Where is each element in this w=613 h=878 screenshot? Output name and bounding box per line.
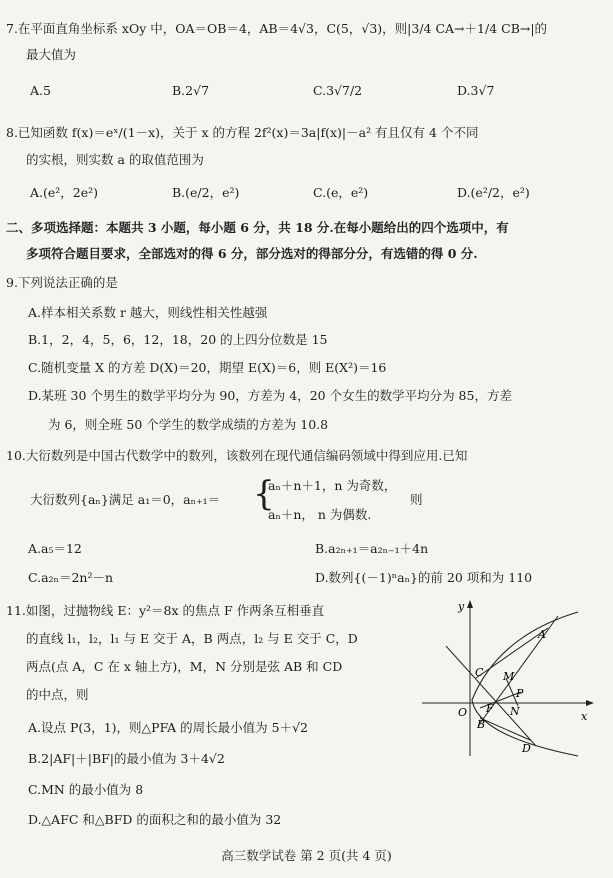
q10-stem-prefix: 大衍数列{aₙ}满足 a₁＝0，aₙ₊₁＝ xyxy=(30,492,221,507)
label-x: x xyxy=(581,710,588,723)
label-c: C xyxy=(475,666,484,679)
y-axis-arrow xyxy=(467,600,473,608)
q10-stem-line1: 10.大衍数列是中国古代数学中的数列，该数列在现代通信编码领域中得到应用.已知 xyxy=(6,448,468,463)
label-a: A xyxy=(538,628,546,641)
q10-option-a: A.a₅＝12 xyxy=(28,541,82,556)
q8-option-b: B.(e/2，e²) xyxy=(172,185,240,200)
piecewise-brace: { xyxy=(253,474,275,514)
q7-option-d: D.3√7 xyxy=(457,83,495,98)
q10-case-odd: aₙ＋n＋1，n 为奇数， xyxy=(268,478,397,493)
q8-option-d: D.(e²/2，e²) xyxy=(457,185,530,200)
q7-option-a: A.5 xyxy=(30,83,51,98)
label-o: O xyxy=(458,706,468,719)
q9-option-b: B.1，2，4，5，6，12，18，20 的上四分位数是 15 xyxy=(28,332,328,347)
q11-option-b: B.2|AF|＋|BF|的最小值为 3＋4√2 xyxy=(28,751,225,766)
q9-option-d-line1: D.某班 30 个男生的数学平均分为 90，方差为 4，20 个女生的数学平均分为 85，方差 xyxy=(28,388,512,403)
label-f: F xyxy=(486,702,494,715)
q7-option-b: B.2√7 xyxy=(172,83,210,98)
label-b: B xyxy=(477,718,486,731)
q9-option-a: A.样本相关系数 r 越大，则线性相关性越强 xyxy=(28,305,268,320)
q7-stem-line1: 7.在平面直角坐标系 xOy 中，OA＝OB＝4，AB＝4√3，C(5，√3)，则|3/4 CA→＋1/4 CB→|的 xyxy=(6,21,548,36)
q11-stem-line3: 两点(点 A，C 在 x 轴上方)，M，N 分别是弦 AB 和 CD xyxy=(26,659,343,674)
section2-heading-line2: 多项符合题目要求，全部选对的得 6 分，部分选对的得部分分，有选错的得 0 分. xyxy=(26,246,478,261)
q10-option-c: C.a₂ₙ＝2n²－n xyxy=(28,570,114,585)
q10-option-b: B.a₂ₙ₊₁＝a₂ₙ₋₁＋4n xyxy=(315,541,429,556)
q11-option-c: C.MN 的最小值为 8 xyxy=(28,782,144,797)
q10-case-even: aₙ＋n， n 为偶数. xyxy=(268,507,372,522)
q9-option-c: C.随机变量 X 的方差 D(X)＝20，期望 E(X)＝6，则 E(X²)＝16 xyxy=(28,360,387,375)
label-n: N xyxy=(510,705,520,718)
q11-stem-line2: 的直线 l₁，l₂，l₁ 与 E 交于 A，B 两点，l₂ 与 E 交于 C，D xyxy=(26,631,358,646)
q11-stem-line1: 11.如图，过抛物线 E：y²＝8x 的焦点 F 作两条互相垂直 xyxy=(6,603,325,618)
q11-stem-line4: 的中点，则 xyxy=(26,687,89,702)
q7-stem-line2: 最大值为 xyxy=(26,47,77,62)
x-axis-arrow xyxy=(586,700,594,706)
q10-option-d: D.数列{(－1)ⁿaₙ}的前 20 项和为 110 xyxy=(315,570,533,585)
section2-heading-line1: 二、多项选择题：本题共 3 小题，每小题 6 分，共 18 分.在每小题给出的四个选项中，有 xyxy=(6,220,509,235)
q8-option-c: C.(e，e²) xyxy=(313,185,369,200)
parabola-figure xyxy=(418,596,598,766)
label-y: y xyxy=(458,600,465,613)
page-footer: 高三数学试卷 第 2 页(共 4 页) xyxy=(221,848,392,863)
label-m: M xyxy=(503,670,515,683)
label-d: D xyxy=(522,742,531,755)
q9-option-d-line2: 为 6，则全班 50 个学生的数学成绩的方差为 10.8 xyxy=(48,417,329,432)
q8-stem-line1: 8.已知函数 f(x)＝eˣ/(1－x)，关于 x 的方程 2f²(x)＝3a|f(x)|－a² 有且仅有 4 个不同 xyxy=(6,125,479,140)
q10-stem-suffix: 则 xyxy=(410,492,423,507)
segment-bd xyxy=(480,718,530,740)
q7-option-c: C.3√7/2 xyxy=(313,83,363,98)
q11-option-d: D.△AFC 和△BFD 的面积之和的最小值为 32 xyxy=(28,812,282,827)
q11-option-a: A.设点 P(3，1)，则△PFA 的周长最小值为 5＋√2 xyxy=(28,720,308,735)
q8-option-a: A.(e²，2e²) xyxy=(30,185,99,200)
label-p: P xyxy=(516,687,524,700)
q8-stem-line2: 的实根，则实数 a 的取值范围为 xyxy=(26,152,204,167)
q9-stem: 9.下列说法正确的是 xyxy=(6,275,118,290)
